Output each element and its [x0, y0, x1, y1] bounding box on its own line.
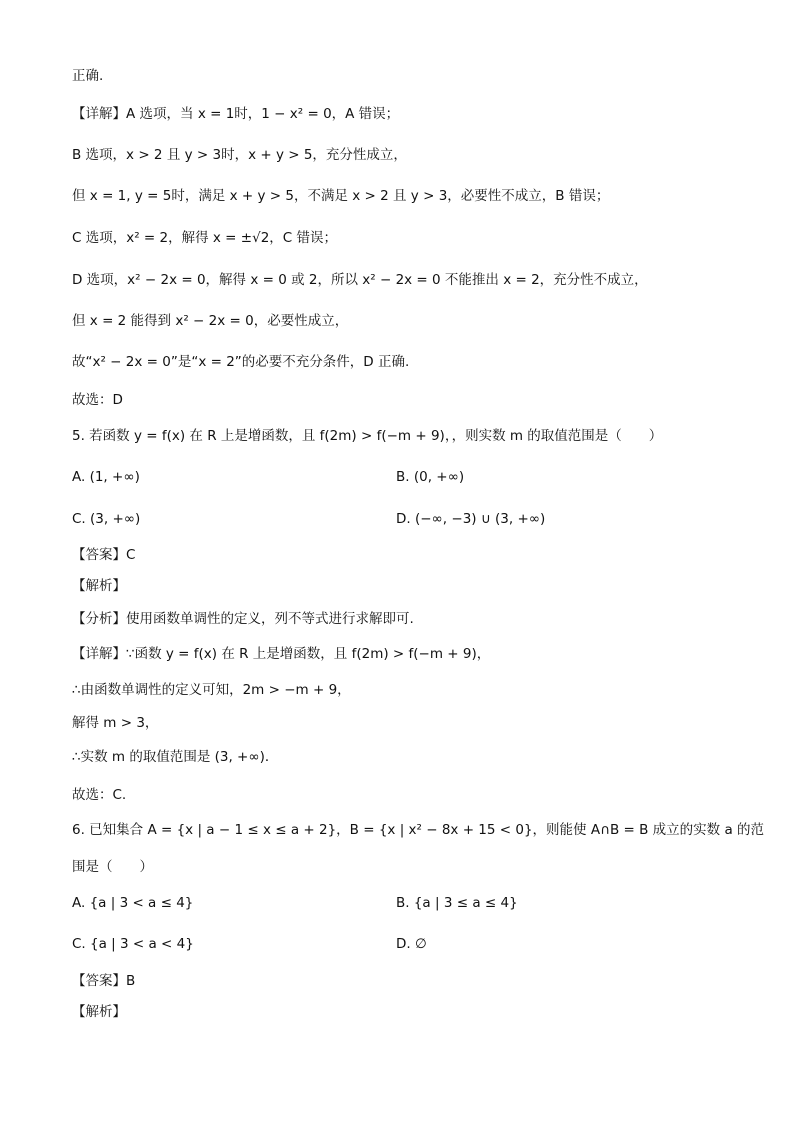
answer-label: 【答案】B	[72, 973, 136, 989]
text-line: 围是（ ）	[72, 859, 153, 875]
q5-option-a: A. (1, +∞)	[72, 469, 140, 485]
text-line: ∴由函数单调性的定义可知，2m > −m + 9，	[72, 682, 351, 698]
q5-option-b: B. (0, +∞)	[396, 469, 465, 485]
q5-option-d: D. (−∞, −3) ∪ (3, +∞)	[396, 511, 546, 527]
answer-label: 【答案】C	[72, 547, 136, 563]
text-line: C 选项，x² = 2，解得 x = ±√2，C 错误；	[72, 230, 337, 246]
q6-option-c: C. {a | 3 < a < 4}	[72, 936, 194, 952]
text-line: 但 x = 2 能得到 x² − 2x = 0，必要性成立，	[72, 313, 349, 329]
text-line: 解得 m > 3，	[72, 715, 159, 731]
text-line: 但 x = 1, y = 5时，满足 x + y > 5，不满足 x > 2 且 y > 3，必要性不成立，B 错误；	[72, 188, 610, 204]
text-line: 故“x² − 2x = 0”是“x = 2”的必要不充分条件，D 正确.	[72, 354, 410, 370]
q6-option-d: D. ∅	[396, 936, 427, 952]
text-line: B 选项，x > 2 且 y > 3时，x + y > 5，充分性成立，	[72, 147, 407, 163]
q5-option-c: C. (3, +∞)	[72, 511, 141, 527]
text-line: 【分析】使用函数单调性的定义，列不等式进行求解即可.	[72, 611, 414, 627]
question-5-stem: 5. 若函数 y = f(x) 在 R 上是增函数，且 f(2m) > f(−m + 9)，，则实数 m 的取值范围是（ ）	[72, 428, 663, 444]
analysis-label: 【解析】	[72, 1004, 126, 1020]
analysis-label: 【解析】	[72, 578, 126, 594]
text-line: 【详解】A 选项，当 x = 1时，1 − x² = 0，A 错误；	[72, 106, 400, 122]
text-line: ∴实数 m 的取值范围是 (3, +∞)．	[72, 749, 279, 765]
text-line: 正确.	[72, 68, 104, 84]
text-line: 【详解】∵函数 y = f(x) 在 R 上是增函数，且 f(2m) > f(−m + 9)，	[72, 646, 491, 662]
question-6-stem: 6. 已知集合 A = {x | a − 1 ≤ x ≤ a + 2}，B = {x | x² − 8x + 15 < 0}，则能使 A∩B = B 成立的实数 a 的范	[72, 822, 765, 838]
text-line: D 选项，x² − 2x = 0，解得 x = 0 或 2，所以 x² − 2x = 0 不能推出 x = 2，充分性不成立，	[72, 272, 648, 288]
q6-option-a: A. {a | 3 < a ≤ 4}	[72, 895, 194, 911]
text-line: 故选：D	[72, 392, 123, 408]
text-line: 故选：C.	[72, 787, 127, 803]
q6-option-b: B. {a | 3 ≤ a ≤ 4}	[396, 895, 518, 911]
